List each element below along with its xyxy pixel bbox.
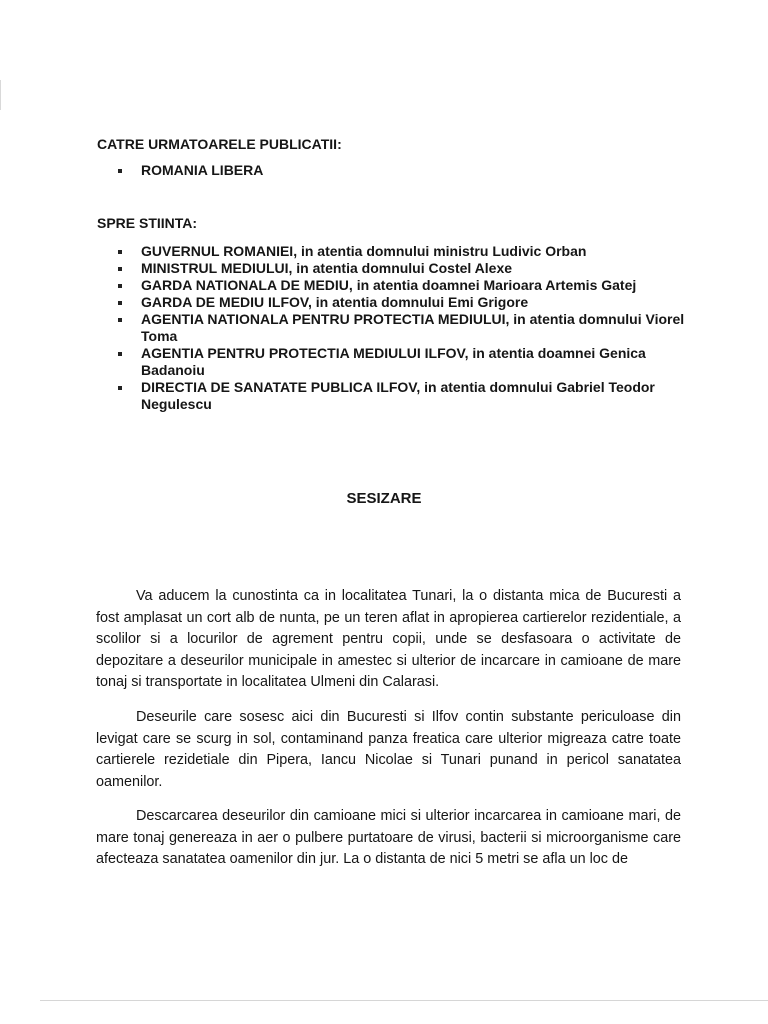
- info-item: GARDA NATIONALA DE MEDIU, in atentia doamnei Marioara Artemis Gatej: [112, 277, 702, 294]
- bullet-icon: [118, 250, 122, 254]
- paragraph: Va aducem la cunostinta ca in localitatea Tunari, la o distanta mica de Bucuresti a fost amplasat un cort alb de nunta, pe un teren aflat in apropierea cartierelor rezidentiale, a scolilor si a locurilor de agrement pentru copii, unde se desfasoara o activitate de depozitare a deseurilor municipale in amestec si ulterior de incarcare in camioane de mare tonaj si transportate in localitatea Ulmeni din Calarasi.: [96, 588, 681, 690]
- recipients-heading: CATRE URMATOARELE PUBLICATII:: [97, 136, 342, 152]
- bullet-icon: [118, 352, 122, 356]
- info-item: MINISTRUL MEDIULUI, in atentia domnului Costel Alexe: [112, 260, 702, 277]
- info-item: AGENTIA NATIONALA PENTRU PROTECTIA MEDIULUI, in atentia domnului Viorel Toma: [112, 311, 702, 345]
- paragraph: Deseurile care sosesc aici din Bucuresti si Ilfov contin substante periculoase din levigat care se scurg in sol, contaminand panza freatica care ulterior migreaza catre toate cartierele rezidetiale din Pipera, Iancu Nicolae si Tunari punand in pericol sanatatea oamenilor.: [96, 709, 681, 790]
- bullet-icon: [118, 386, 122, 390]
- info-heading: SPRE STIINTA:: [97, 215, 198, 231]
- recipient-item: ROMANIA LIBERA: [112, 162, 702, 179]
- paragraph: Descarcarea deseurilor din camioane mici si ulterior incarcarea in camioane mari, de mare tonaj genereaza in aer o pulbere purtatoare de virusi, bacterii si microorganisme care afecteaza sanatatea oamenilor din jur. La o distanta de nici 5 metri se afla un loc de: [96, 808, 681, 867]
- info-item: GUVERNUL ROMANIEI, in atentia domnului ministru Ludivic Orban: [112, 243, 702, 260]
- page-bottom-divider: [40, 1000, 768, 1001]
- bullet-icon: [118, 284, 122, 288]
- document-title: SESIZARE: [346, 490, 422, 507]
- recipients-list: [112, 162, 702, 179]
- bullet-icon: [118, 301, 122, 305]
- info-item: GARDA DE MEDIU ILFOV, in atentia domnului Emi Grigore: [112, 294, 702, 311]
- bullet-icon: [118, 318, 122, 322]
- info-list: [112, 243, 702, 413]
- bullet-icon: [118, 169, 122, 173]
- scan-edge-mark: [0, 80, 1, 110]
- info-item: AGENTIA PENTRU PROTECTIA MEDIULUI ILFOV, in atentia doamnei Genica Badanoiu: [112, 345, 702, 379]
- info-item: DIRECTIA DE SANATATE PUBLICA ILFOV, in atentia domnului Gabriel Teodor Negulescu: [112, 379, 702, 413]
- bullet-icon: [118, 267, 122, 271]
